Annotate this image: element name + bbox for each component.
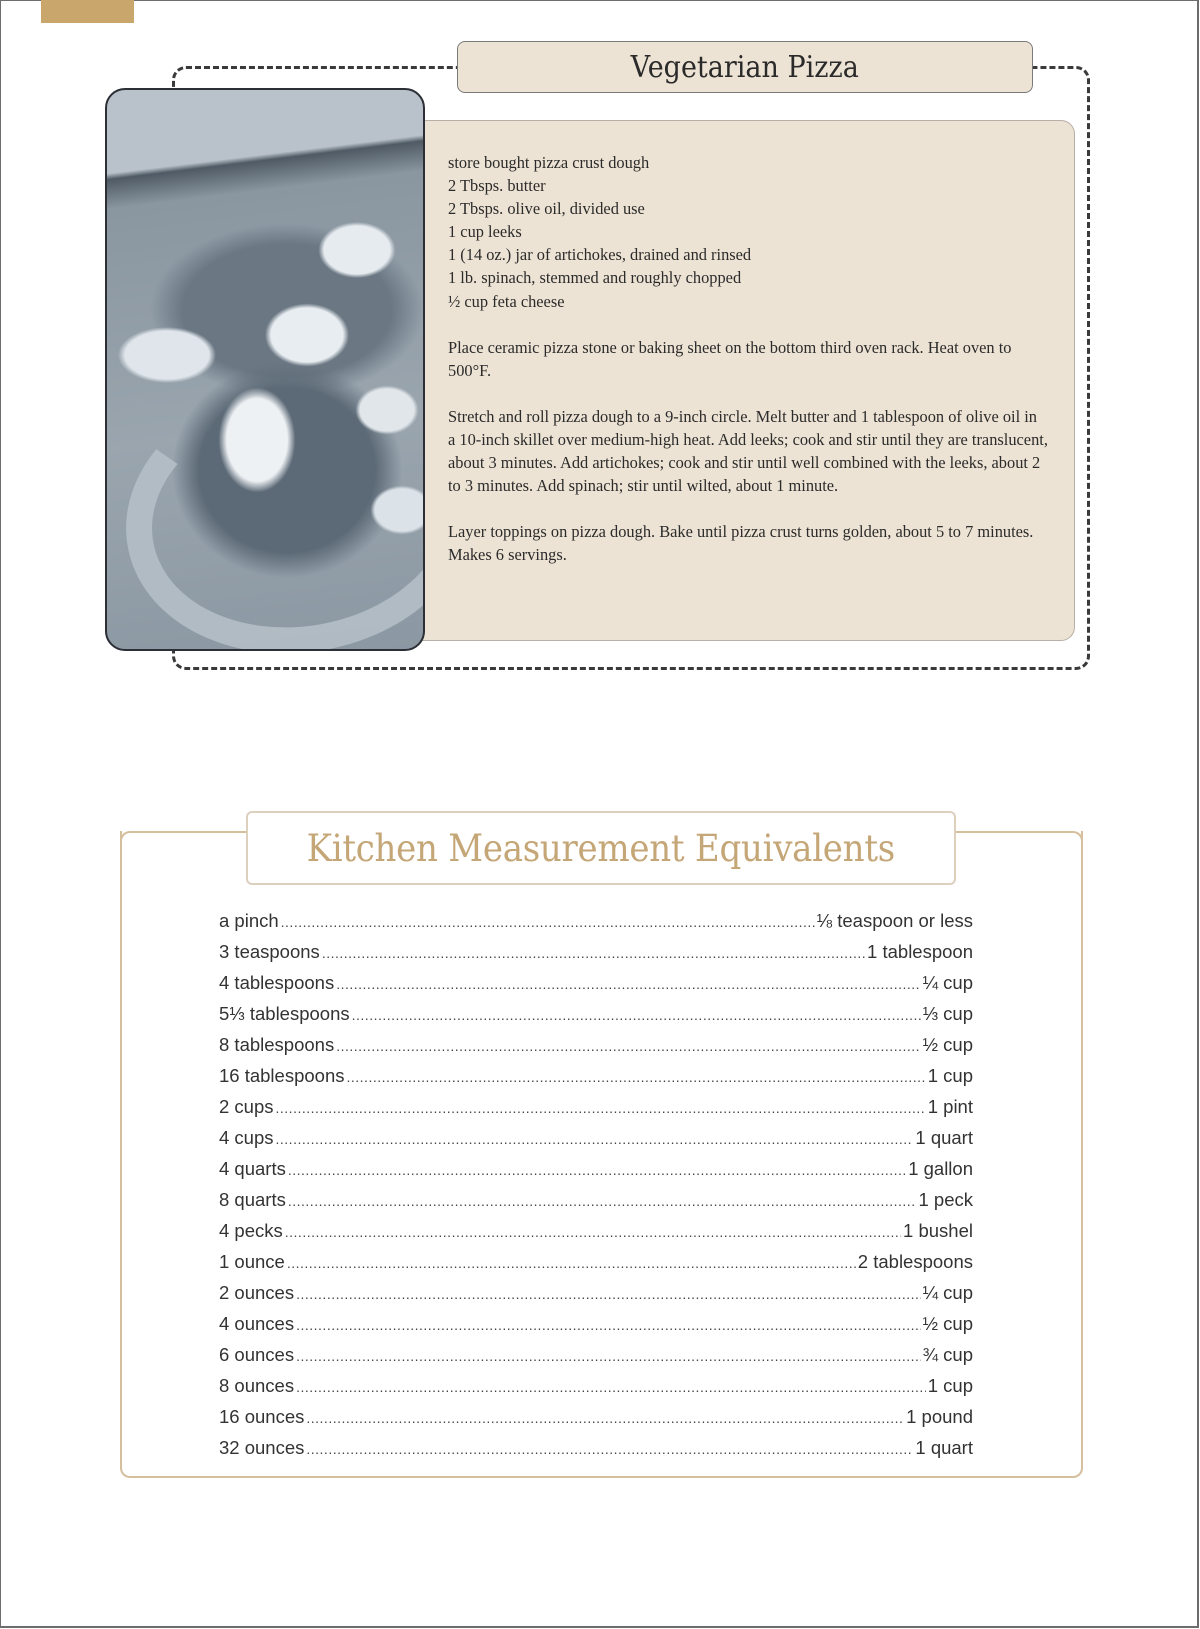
measurement-quantity: 5⅓ tablespoons <box>219 1003 350 1024</box>
measurement-equivalent: 1 quart <box>915 1437 973 1458</box>
ingredient-item: 2 Tbsps. butter <box>448 176 546 196</box>
dot-leader <box>322 938 865 967</box>
measurement-equivalent: ⅛ teaspoon or less <box>816 910 973 931</box>
dot-leader <box>336 1031 920 1060</box>
pizza-crust-shape <box>105 352 425 651</box>
measurement-quantity: 6 ounces <box>219 1344 295 1365</box>
dot-leader <box>347 1062 926 1091</box>
dot-leader <box>296 1341 921 1370</box>
measurement-row <box>219 967 973 998</box>
measurement-quantity: 4 cups <box>219 1127 274 1148</box>
ingredient-item: 1 (14 oz.) jar of artichokes, drained and rinsed <box>448 245 752 265</box>
recipe-step: Layer toppings on pizza dough. Bake until pizza crust turns golden, about 5 to 7 minutes. Makes 6 servings. <box>448 522 1034 565</box>
measurement-quantity: 8 tablespoons <box>219 1034 335 1055</box>
dot-leader <box>288 1155 906 1184</box>
measurement-quantity: 4 quarts <box>219 1158 286 1179</box>
recipe-step: Stretch and roll pizza dough to a 9-inch circle. Melt butter and 1 tablespoon of olive oil in a 10-inch skillet over medium-high heat. Add leeks; cook and stir until they are translucent, about 3 minutes. Add artichokes; cook and stir until well combined with the leeks, about 2 to 3 minutes. Add spinach; stir until wilted, about 1 minute. <box>448 406 1048 496</box>
recipe-text <box>448 151 1048 589</box>
measurements-title: Kitchen Measurement Equivalents <box>306 826 896 870</box>
measurement-row <box>219 1215 973 1246</box>
dot-leader <box>296 1310 921 1339</box>
measurement-equivalent: 1 cup <box>927 1375 973 1396</box>
measurement-equivalent: 1 pound <box>906 1406 973 1427</box>
recipe-title-box <box>457 41 1033 93</box>
measurement-equivalent: ¼ cup <box>922 1282 973 1303</box>
measurement-equivalent: 2 tablespoons <box>857 1251 973 1272</box>
dot-leader <box>336 969 920 998</box>
ingredient-item: 1 lb. spinach, stemmed and roughly chopped <box>448 268 742 288</box>
measurement-equivalent: ¼ cup <box>922 972 973 993</box>
dot-leader <box>296 1372 926 1401</box>
dot-leader <box>287 1248 856 1277</box>
dot-leader <box>281 907 815 936</box>
measurement-row <box>219 1153 973 1184</box>
measurement-row <box>219 1432 973 1463</box>
ingredient-item: 1 cup leeks <box>448 222 522 242</box>
measurement-equivalent: 1 quart <box>915 1127 973 1148</box>
measurement-quantity: a pinch <box>219 910 279 931</box>
dot-leader <box>276 1124 914 1153</box>
ingredient-item: store bought pizza crust dough <box>448 153 650 172</box>
corner-tab <box>41 0 134 23</box>
ingredients-list <box>448 151 1048 313</box>
measurement-row <box>219 1339 973 1370</box>
measurement-quantity: 2 cups <box>219 1096 274 1117</box>
measurement-equivalent: 1 peck <box>918 1189 973 1210</box>
dot-leader <box>296 1279 921 1308</box>
measurement-row <box>219 1401 973 1432</box>
measurement-row <box>219 1060 973 1091</box>
measurement-quantity: 2 ounces <box>219 1282 295 1303</box>
measurement-equivalent: 1 gallon <box>908 1158 973 1179</box>
measurement-equivalent: 1 tablespoon <box>867 941 973 962</box>
measurement-equivalent: ½ cup <box>922 1313 973 1334</box>
measurement-equivalent: ½ cup <box>922 1034 973 1055</box>
measurement-quantity: 32 ounces <box>219 1437 305 1458</box>
measurement-row <box>219 1246 973 1277</box>
measurement-row <box>219 1370 973 1401</box>
measurement-equivalent: ⅓ cup <box>922 1003 973 1024</box>
recipe-step: Place ceramic pizza stone or baking sheet on the bottom third oven rack. Heat oven to 500°F. <box>448 337 1012 380</box>
measurement-row <box>219 1029 973 1060</box>
measurement-quantity: 4 ounces <box>219 1313 295 1334</box>
dot-leader <box>288 1186 917 1215</box>
measurement-equivalent: ¾ cup <box>922 1344 973 1365</box>
dot-leader <box>306 1434 913 1463</box>
measurement-equivalent: 1 bushel <box>903 1220 973 1241</box>
dot-leader <box>306 1403 904 1432</box>
measurement-equivalent: 1 cup <box>927 1065 973 1086</box>
measurement-quantity: 8 ounces <box>219 1375 295 1396</box>
measurement-quantity: 1 ounce <box>219 1251 285 1272</box>
pizza-photo <box>105 88 425 651</box>
measurement-row <box>219 936 973 967</box>
measurement-quantity: 16 ounces <box>219 1406 305 1427</box>
measurement-row <box>219 1091 973 1122</box>
measurements-frame-top-right <box>955 831 1083 849</box>
measurements-list <box>219 905 973 1463</box>
measurement-quantity: 8 quarts <box>219 1189 286 1210</box>
measurement-quantity: 4 tablespoons <box>219 972 335 993</box>
ingredient-item: 2 Tbsps. olive oil, divided use <box>448 199 645 219</box>
measurement-row <box>219 1308 973 1339</box>
measurement-row <box>219 905 973 936</box>
measurement-quantity: 4 pecks <box>219 1220 283 1241</box>
dot-leader <box>276 1093 926 1122</box>
measurement-row <box>219 1122 973 1153</box>
measurement-row <box>219 1277 973 1308</box>
measurements-title-box <box>246 811 956 885</box>
measurement-row <box>219 998 973 1029</box>
measurement-quantity: 16 tablespoons <box>219 1065 345 1086</box>
recipe-title: Vegetarian Pizza <box>630 49 860 85</box>
measurement-quantity: 3 teaspoons <box>219 941 320 962</box>
dot-leader <box>352 1000 921 1029</box>
measurements-frame-top-left <box>120 831 246 849</box>
measurement-equivalent: 1 pint <box>927 1096 973 1117</box>
dot-leader <box>285 1217 901 1246</box>
ingredient-item: ½ cup feta cheese <box>448 291 565 311</box>
measurement-row <box>219 1184 973 1215</box>
